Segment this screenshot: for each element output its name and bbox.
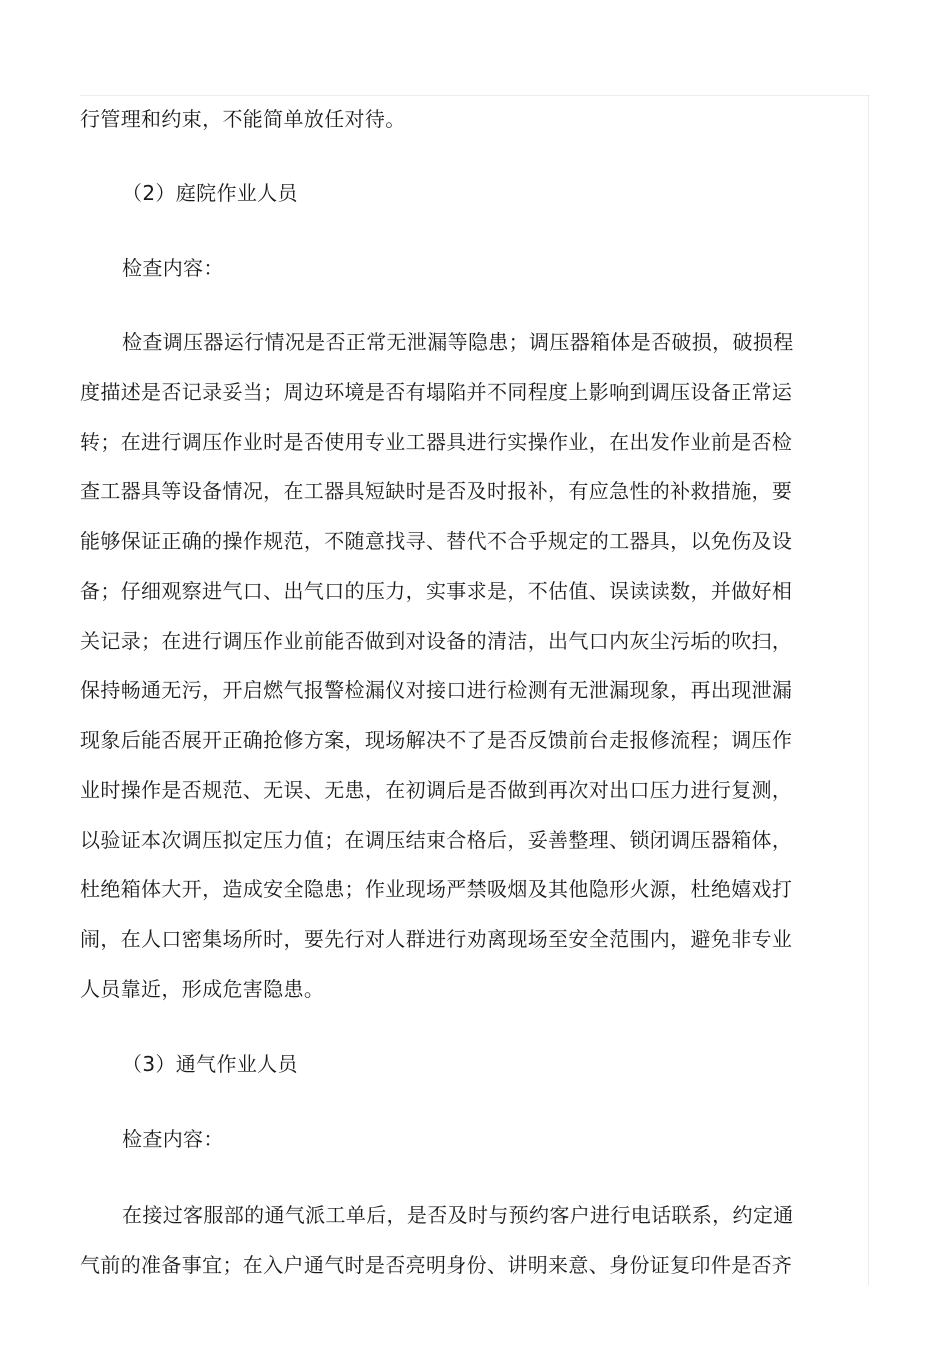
subheading: 检查内容： — [122, 1127, 224, 1151]
paragraph-line: 业时操作是否规范、无误、无患，在初调后是否做到再次对出口压力进行复测， — [80, 778, 793, 802]
paragraph-line: 人员靠近，形成危害隐患。 — [80, 977, 325, 1001]
page-border-right — [868, 95, 869, 1285]
paragraph-line: 转；在进行调压作业时是否使用专业工器具进行实操作业，在出发作业前是否检 — [80, 430, 793, 454]
paragraph-line: 以验证本次调压拟定压力值；在调压结束合格后，妥善整理、锁闭调压器箱体， — [80, 828, 793, 852]
paragraph-line: 现象后能否展开正确抢修方案，现场解决不了是否反馈前台走报修流程；调压作 — [80, 728, 793, 752]
paragraph-line: 度描述是否记录妥当；周边环境是否有塌陷并不同程度上影响到调压设备正常运 — [80, 380, 793, 404]
section-heading: （2）庭院作业人员 — [122, 181, 298, 205]
paragraph-line: 备；仔细观察进气口、出气口的压力，实事求是，不估值、误读读数，并做好相 — [80, 579, 793, 603]
paragraph-line: 闹，在人口密集场所时，要先行对人群进行劝离现场至安全范围内，避免非专业 — [80, 927, 793, 951]
paragraph-line: 气前的准备事宜；在入户通气时是否亮明身份、讲明来意、身份证复印件是否齐 — [80, 1253, 793, 1277]
section-heading: （3）通气作业人员 — [122, 1052, 298, 1076]
paragraph-line: 在接过客服部的通气派工单后，是否及时与预约客户进行电话联系，约定通 — [122, 1203, 794, 1227]
paragraph-line: 能够保证正确的操作规范，不随意找寻、替代不合乎规定的工器具，以免伤及设 — [80, 529, 793, 553]
paragraph-line: 杜绝箱体大开，造成安全隐患；作业现场严禁吸烟及其他隐形火源，杜绝嬉戏打 — [80, 877, 793, 901]
paragraph-line: 行管理和约束，不能简单放任对待。 — [80, 107, 406, 131]
paragraph-line: 关记录；在进行调压作业前能否做到对设备的清洁，出气口内灰尘污垢的吹扫， — [80, 629, 793, 653]
paragraph-line: 检查调压器运行情况是否正常无泄漏等隐患；调压器箱体是否破损，破损程 — [122, 330, 794, 354]
paragraph-line: 查工器具等设备情况，在工器具短缺时是否及时报补，有应急性的补救措施，要 — [80, 479, 793, 503]
paragraph-line: 保持畅通无污，开启燃气报警检漏仪对接口进行检测有无泄漏现象，再出现泄漏 — [80, 678, 793, 702]
subheading: 检查内容： — [122, 256, 224, 280]
page-border-top — [80, 95, 870, 96]
